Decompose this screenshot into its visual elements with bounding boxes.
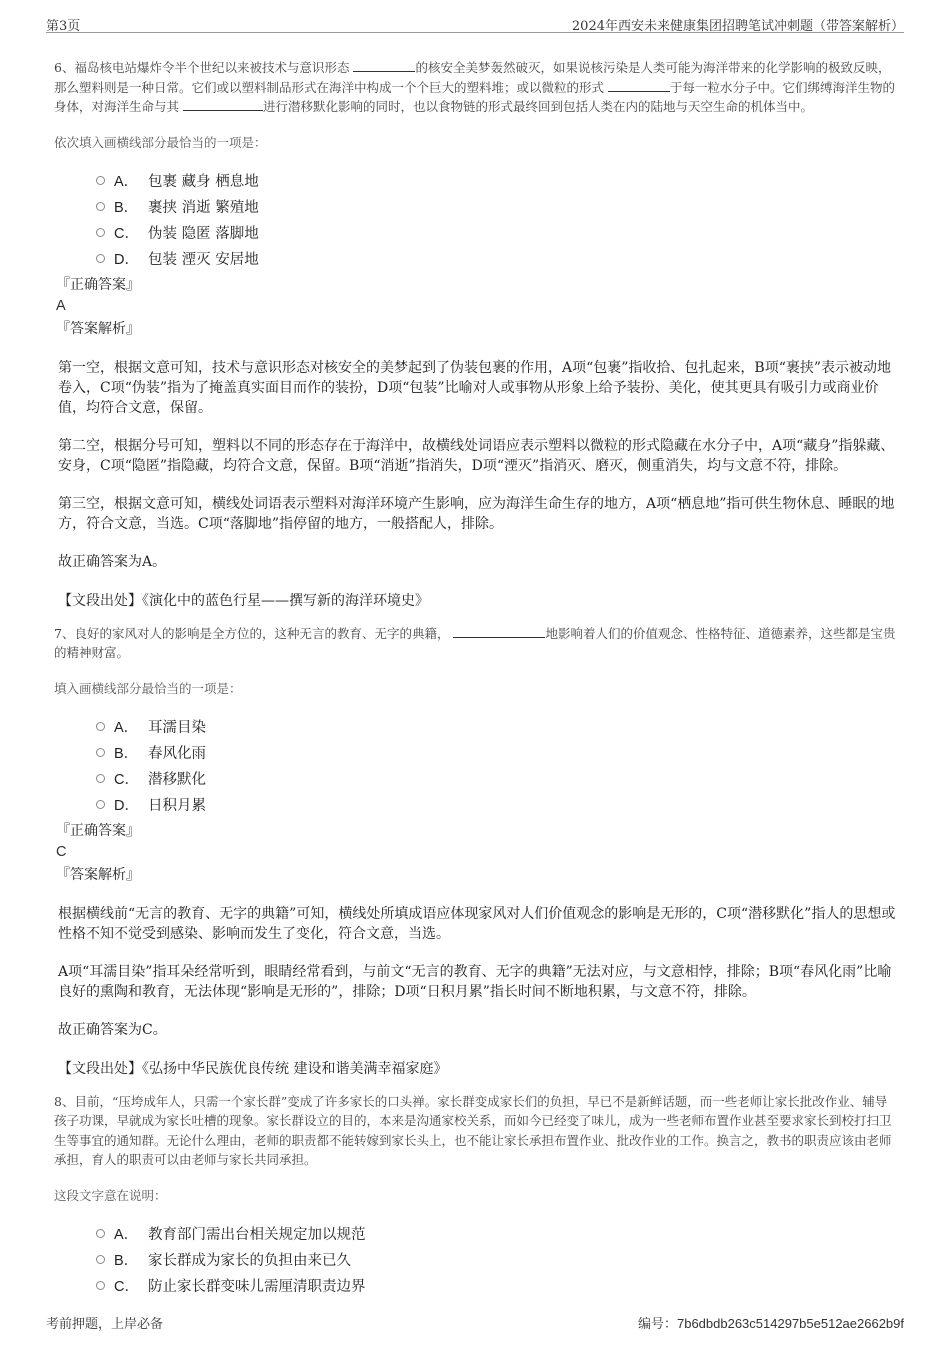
page-header: [46, 10, 904, 33]
option-c[interactable]: C． 伪装 隐匿 落脚地: [96, 220, 896, 246]
radio-icon[interactable]: [96, 176, 105, 185]
option-a[interactable]: A． 耳濡目染: [96, 714, 896, 740]
option-d[interactable]: D． 包装 湮灭 安居地: [96, 246, 896, 272]
blank: [183, 98, 263, 111]
question-8-options: [96, 1221, 896, 1299]
option-b[interactable]: B． 家长群成为家长的负担由来已久: [96, 1247, 896, 1273]
explanation-paragraph: A项“耳濡目染”指耳朵经常听到，眼睛经常看到，与前文“无言的教育、无字的典籍”无法对应，与文意相悖，排除；B项“春风化雨”比喻良好的熏陶和教育，无法体现“影响是无形的”，排除；D项“日积月累”指长时间不断地积累，与文意不符，排除。: [58, 963, 892, 1000]
explanation-paragraph: 第一空，根据文意可知，技术与意识形态对核安全的美梦起到了伪装包裹的作用，A项“包裹”指收拾、包扎起来，B项“裹挟”表示被动地卷入，C项“伪装”指为了掩盖真实面目而作的装扮，D项“包装”比喻对人或事物从形象上给予装扮、美化，使其更具有吸引力或商业价值，均符合文意，保留。: [58, 359, 892, 416]
source-citation: 【文段出处】《弘扬中华民族优良传统 建设和谐美满幸福家庭》: [58, 1060, 448, 1077]
radio-icon[interactable]: [96, 228, 105, 237]
radio-icon[interactable]: [96, 722, 105, 731]
radio-icon[interactable]: [96, 1229, 105, 1238]
blank: [608, 79, 670, 92]
radio-icon[interactable]: [96, 800, 105, 809]
question-7: [54, 624, 896, 1078]
explanation-paragraph: 第二空，根据分号可知，塑料以不同的形态存在于海洋中，故横线处词语应表示塑料以微粒的形式隐藏在水分子中，A项“藏身”指躲藏、安身，C项“隐匿”指隐藏，均符合文意，保留。B项“消逝”指消失，D项“湮灭”指消灭、磨灭，侧重消失，均与文意不符，排除。: [58, 437, 895, 474]
page-number: 第3页: [46, 19, 81, 34]
question-6-prompt: 依次填入画横线部分最恰当的一项是：: [54, 134, 267, 150]
question-7-options: [96, 714, 896, 818]
radio-icon[interactable]: [96, 1281, 105, 1290]
analysis-label: 『答案解析』: [56, 866, 140, 883]
option-d[interactable]: D． 日积月累: [96, 792, 896, 818]
question-7-prompt: 填入画横线部分最恰当的一项是：: [54, 680, 242, 696]
analysis-label: 『答案解析』: [56, 320, 140, 337]
footer-slogan: 考前押题，上岸必备: [46, 1317, 164, 1332]
source-citation: 【文段出处】《演化中的蓝色行星——撰写新的海洋环境史》: [58, 592, 429, 609]
question-8: [54, 1092, 896, 1299]
blank: [353, 59, 415, 72]
question-8-prompt: 这段文字意在说明：: [54, 1187, 167, 1203]
question-7-text: 7、良好的家风对人的影响是全方位的，这种无言的教育、无字的典籍， 地影响着人们的价值观念、性格特征、道德素养，这些都是宝贵的精神财富。: [54, 625, 896, 660]
option-c[interactable]: C． 防止家长群变味儿需厘清职责边界: [96, 1273, 896, 1299]
option-b[interactable]: B． 裹挟 消逝 繁殖地: [96, 194, 896, 220]
answer-label: 『正确答案』: [56, 276, 140, 293]
question-6-options: [96, 168, 896, 272]
question-8-text: 8、目前，“压垮成年人，只需一个家长群”变成了许多家长的口头禅。家长群变成家长们的负担，早已不是新鲜话题，而一些老师让家长批改作业、辅导孩子功课，早就成为家长吐槽的现象。家长群设立的目的，本来是沟通家校关系，而如今已经变了味儿，成为一些老师布置作业甚至要求家长到校打扫卫生等事宜的通知群。无论什么理由，老师的职责都不能转嫁到家长头上，也不能让家长承担布置作业、批改作业的工作。换言之，教书的职责应该由老师承担，育人的职责可以由老师与家长共同承担。: [54, 1093, 892, 1167]
radio-icon[interactable]: [96, 774, 105, 783]
answer-label: 『正确答案』: [56, 822, 140, 839]
radio-icon[interactable]: [96, 202, 105, 211]
explanation-conclusion: 故正确答案为A。: [58, 553, 167, 570]
radio-icon[interactable]: [96, 1255, 105, 1264]
explanation-paragraph: 根据横线前“无言的教育、无字的典籍”可知，横线处所填成语应体现家风对人们价值观念的影响是无形的，C项“潜移默化”指人的思想或性格不知不觉受到感染、影响而发生了变化，符合文意，当选。: [58, 905, 896, 942]
document-id: 编号：7b6dbdb263c514297b5e512ae2662b9f: [637, 1316, 904, 1332]
blank: [453, 625, 545, 638]
option-c[interactable]: C． 潜移默化: [96, 766, 896, 792]
explanation-conclusion: 故正确答案为C。: [58, 1021, 167, 1038]
explanation-paragraph: 第三空，根据文意可知，横线处词语表示塑料对海洋环境产生影响，应为海洋生命生存的地方，A项“栖息地”指可供生物休息、睡眠的地方，符合文意，当选。C项“落脚地”指停留的地方，一般搭配人，排除。: [58, 495, 895, 532]
radio-icon[interactable]: [96, 748, 105, 757]
option-b[interactable]: B． 春风化雨: [96, 740, 896, 766]
option-a[interactable]: A． 包裹 藏身 栖息地: [96, 168, 896, 194]
document-body: [54, 58, 896, 1299]
correct-answer: A: [56, 297, 66, 314]
correct-answer: C: [56, 843, 67, 860]
question-6: [54, 58, 896, 610]
document-title: 2024年西安未来健康集团招聘笔试冲刺题（带答案解析）: [571, 19, 904, 34]
radio-icon[interactable]: [96, 254, 105, 263]
question-6-text: 6、福岛核电站爆炸令半个世纪以来被技术与意识形态 的核安全美梦轰然破灭，如果说核污染是人类可能为海洋带来的化学影响的极致反映，那么塑料则是一种日常。它们或以塑料制品形式在海洋中构成一个个巨大的塑料堆；或以微粒的形式 于每一粒水分子中。它们绑缚海洋生物的身体，对海洋生命与其 进行潜移默化影响的同时，也以食物链的形式最终回到包括人类在内的陆地与天空生命的机体当中。: [54, 60, 896, 114]
option-a[interactable]: A． 教育部门需出台相关规定加以规范: [96, 1221, 896, 1247]
